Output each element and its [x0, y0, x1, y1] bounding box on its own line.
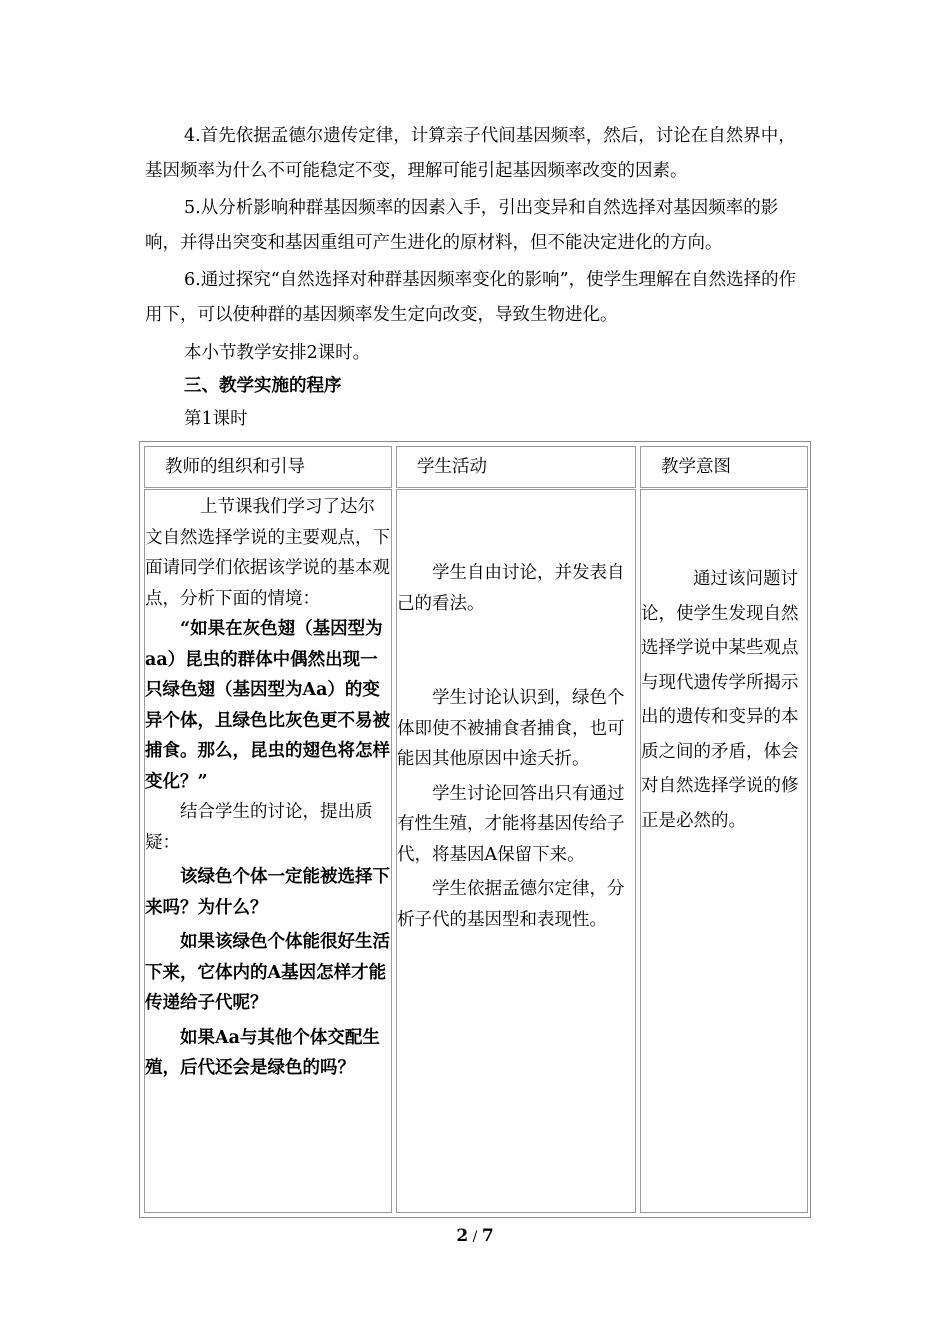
section-heading: 三、教学实施的程序 — [184, 376, 342, 396]
teacher-intro: 上节课我们学习了达尔文自然选择学说的主要观点，下面请同学们依据该学说的基本观点，分析下面的情境： — [145, 497, 390, 609]
teacher-cell — [144, 489, 392, 1213]
teacher-question-1: 该绿色个体一定能被选择下来吗？为什么？ — [145, 867, 390, 918]
page-current: 2 — [456, 1226, 469, 1246]
lesson-label: 第1课时 — [184, 409, 248, 429]
header-student-label: 学生活动 — [417, 457, 487, 477]
student-activity-3: 学生讨论回答出只有通过有性生殖，才能将基因传给子代，将基因A保留下来。 — [397, 783, 625, 865]
header-intent — [640, 446, 808, 488]
header-intent-label: 教学意图 — [661, 457, 731, 477]
student-activity-4: 学生依据孟德尔定律，分析子代的基因型和表现性。 — [397, 879, 625, 930]
lesson-table — [139, 441, 811, 1218]
page-total: 7 — [481, 1226, 494, 1246]
student-activity-1: 学生自由讨论，并发表自己的看法。 — [397, 563, 625, 614]
header-teacher — [144, 446, 392, 488]
teacher-transition: 结合学生的讨论，提出质疑： — [145, 802, 373, 853]
teacher-question-3: 如果Aa与其他个体交配生殖，后代还会是绿色的吗？ — [145, 1027, 380, 1078]
teacher-question-2: 如果该绿色个体能很好生活下来，它体内的A基因怎样才能传递给子代呢？ — [145, 932, 390, 1013]
student-activity-2: 学生讨论认识到，绿色个体即使不被捕食者捕食，也可能因其他原因中途夭折。 — [397, 688, 625, 769]
header-student — [396, 446, 636, 488]
page-number: 2 / 7 — [456, 1226, 494, 1246]
paragraph-6: 6.通过探究“自然选择对种群基因频率变化的影响”，使学生理解在自然选择的作用下，可以使种群的基因频率发生定向改变，导致生物进化。 — [145, 270, 797, 325]
teacher-scenario: “如果在灰色翅（基因型为aa）昆虫的群体中偶然出现一只绿色翅（基因型为Aa）的变异个体，且绿色比灰色更不易被捕食。那么，昆虫的翅色将怎样变化？” — [145, 619, 390, 792]
header-teacher-label: 教师的组织和引导 — [165, 457, 305, 477]
paragraph-4: 4.首先依据孟德尔遗传定律，计算亲子代间基因频率，然后，讨论在自然界中，基因频率为什么不可能稳定不变，理解可能引起基因频率改变的因素。 — [145, 126, 796, 181]
schedule-line: 本小节教学安排2课时。 — [184, 343, 371, 363]
intent-text: 通过该问题讨论，使学生发现自然选择学说中某些观点与现代遗传学所揭示出的遗传和变异的本质之间的矛盾，体会对自然选择学说的修正是必然的。 — [641, 569, 799, 831]
student-cell — [396, 489, 636, 1213]
paragraph-5: 5.从分析影响种群基因频率的因素入手，引出变异和自然选择对基因频率的影响，并得出突变和基因重组可产生进化的原材料，但不能决定进化的方向。 — [145, 198, 779, 253]
intent-cell — [640, 489, 808, 1213]
